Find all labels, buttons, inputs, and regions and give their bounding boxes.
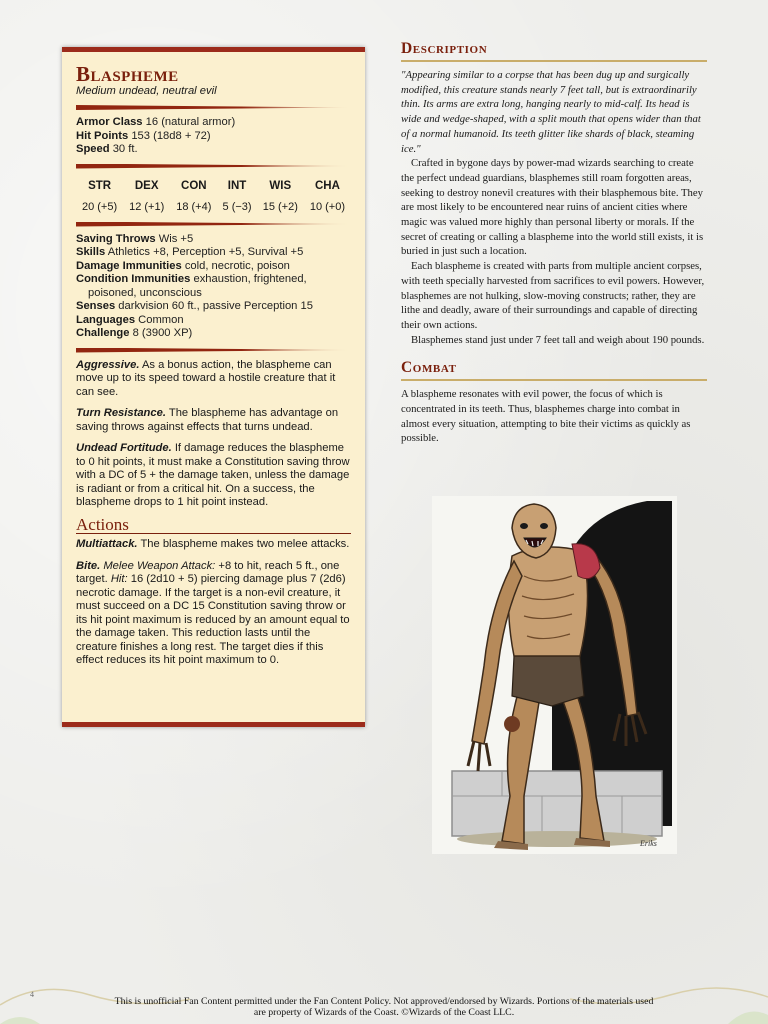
blaspheme-illustration [432,496,677,854]
legal-footer [0,996,768,1018]
challenge: Challenge 8 (3900 XP) [76,327,193,339]
description-paragraph: Each blaspheme is created with parts from multiple ancient corpses, with teeth specially harvested from sacrifices to evil powers. However, blasphemes are not hulking, slow-moving constructs; rather, they are lithe and deadly, aware of their surroundings and capable of directing their own actions. [401,260,705,331]
ability-value: 5 (−3) [222,201,252,213]
footer-line: This is unofficial Fan Content permitted under the Fan Content Policy. Not approved/endorsed by Wizards. Portions of the materials used [114,996,654,1007]
actions-heading: Actions [76,518,351,535]
action-multiattack: Multiattack. The blaspheme makes two melee attacks. [76,538,350,550]
ability-header: INT [227,179,247,192]
ability-header: CON [181,179,207,192]
divider [76,105,351,110]
footer-line: are property of Wizards of the Coast. ©Wizards of the Coast LLC. [253,1007,515,1018]
combat-paragraph: A blaspheme resonates with evil power, the focus of which is concentrated in its teeth. Thus, blasphemes charge into combat in almost every situation, attempting to bite their victims as quickly as possible. [401,388,691,445]
right-column [401,40,707,446]
languages: Languages Common [76,313,184,326]
action-bite: Bite. Melee Weapon Attack: +8 to hit, reach 5 ft., one target. Hit: 16 (2d10 + 5) piercing damage plus 7 (2d6) necrotic damage. If the target is a non-evil creature, it must succeed on a DC 15 Constitution saving throw or its hit point maximum is reduced by an amount equal to the damage taken. This reduction lasts until the creature finishes a long rest. The target dies if this effect reduces its hit point maximum to 0. [76,559,350,666]
page-number: 4 [30,990,34,999]
damage-immunities: Damage Immunities cold, necrotic, poison [76,259,290,272]
ability-value: 18 (+4) [176,201,212,213]
monster-name: Blaspheme [76,62,179,86]
blaspheme-figure-icon [432,496,677,854]
divider [76,348,351,353]
artist-signature: Eriks [640,839,657,848]
description-paragraph: Blasphemes stand just under 7 feet tall and weigh about 190 pounds. [411,333,705,346]
monster-type: Medium undead, neutral evil [76,84,217,97]
armor-class: Armor Class 16 (natural armor) [76,116,236,128]
saving-throws: Saving Throws Wis +5 [76,232,194,245]
trait-aggressive: Aggressive. As a bonus action, the blaspheme can move up to its speed toward a hostile creature that it can see. [76,358,336,398]
description-paragraph: Crafted in bygone days by power-mad wizards searching to create the perfect undead guardians, blasphemes still roam forgotten areas, seeking to destroy nonevil creatures with their blasphemous bite. They are most likely to be encountered near ruins of ancient cities where magic was valued more highly than personal liberty or morals. If the secret of creating or calling a blaspheme into the world still exists, it is buried in just such a location. [401,157,704,258]
condition-immunities: Condition Immunities exhaustion, frightened, [76,273,307,285]
divider [76,222,351,227]
description-quote: "Appearing similar to a corpse that has been dug up and surgically modified, this creature stands nearly 7 feet tall, but is extraordinarily thin. Its arms are extra long, hanging nearly to mid-calf. Its head is wide and wedge-shaped, with a split mouth that opens wider than that of a normal humanoid. Its teeth glitter like shards of black, steaming ice." [401,69,701,155]
description-heading: Description [401,40,707,62]
ability-scores [76,179,351,219]
trait-turn-resistance: Turn Resistance. The blaspheme has advantage on saving throws against effects that turns undead. [76,407,339,433]
hit-points: Hit Points 153 (18d8 + 72) [76,129,211,142]
ability-header: CHA [314,179,340,192]
ability-header: WIS [269,179,292,192]
speed: Speed 30 ft. [76,143,138,155]
trait-undead-fortitude: Undead Fortitude. If damage reduces the blaspheme to 0 hit points, it must make a Constitution saving throw with a DC of 5 + the damage taken, unless the damage is radiant or from a critical hit. On a success, the blaspheme drops to 1 hit point instead. [76,442,350,508]
ability-header: STR [88,179,112,192]
ability-value: 12 (+1) [129,201,165,213]
condition-immunities-cont: poisoned, unconscious [88,286,202,299]
divider [76,164,351,169]
ability-value: 10 (+0) [309,201,346,213]
ability-value: 15 (+2) [262,201,298,213]
senses: Senses darkvision 60 ft., passive Perception 15 [76,300,313,312]
stat-block [62,47,365,727]
ability-value: 20 (+5) [81,201,118,213]
combat-heading: Combat [401,359,707,381]
ability-header: DEX [134,179,159,192]
skills: Skills Athletics +8, Perception +5, Survival +5 [76,246,304,258]
